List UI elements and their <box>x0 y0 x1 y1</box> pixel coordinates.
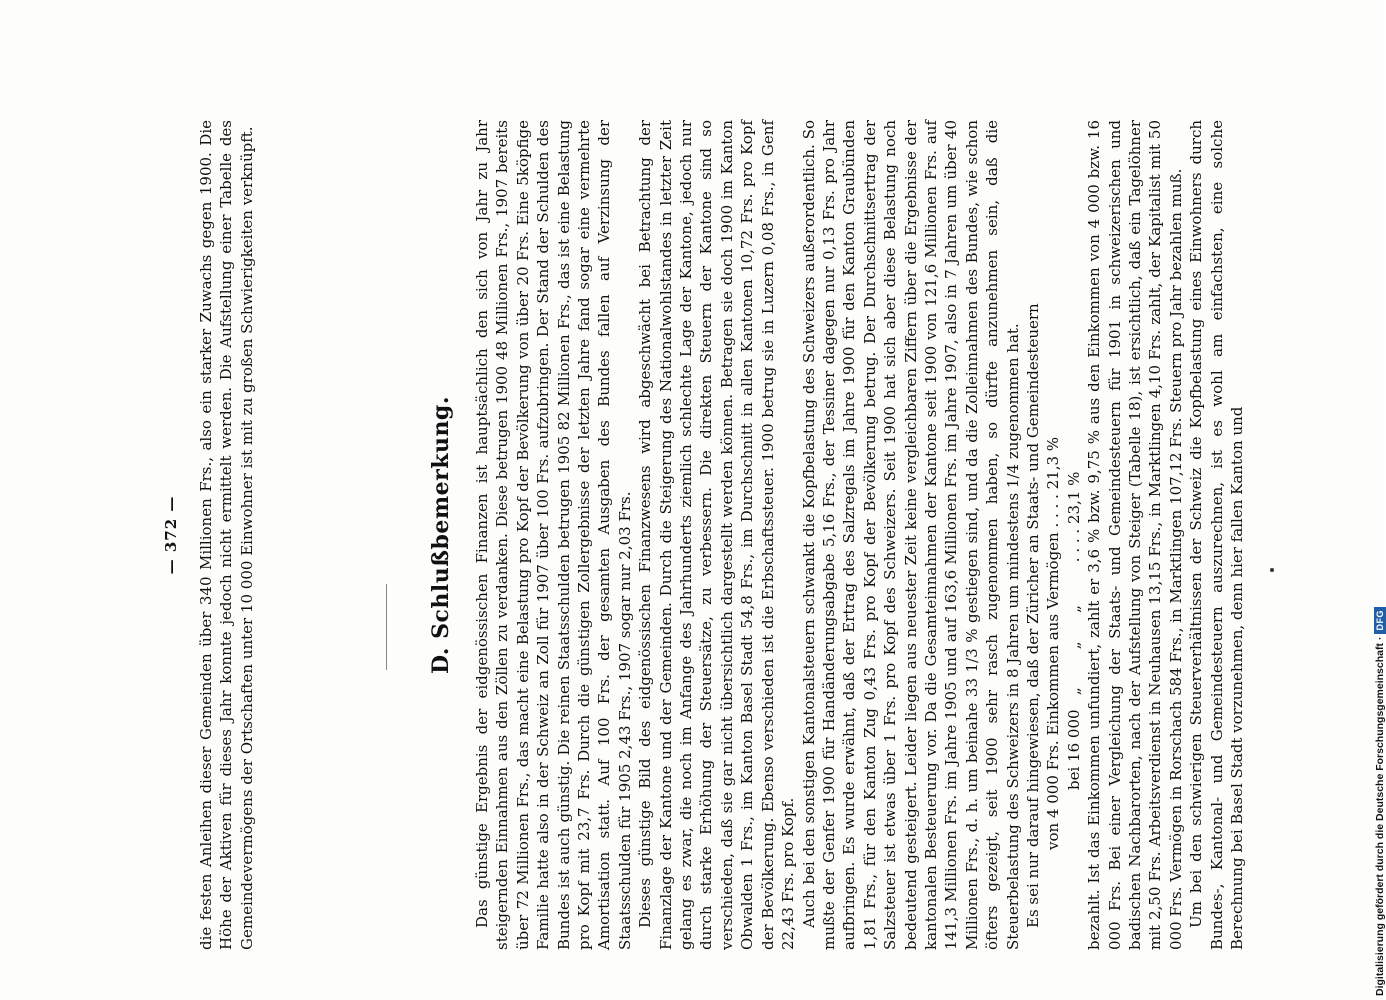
section-divider <box>386 584 387 670</box>
section-body <box>472 120 1247 950</box>
paragraph-3: Auch bei den sonstigen Kantonalsteuern schwankt die Kopfbelastung des Schweizers außerordentlich. So mußte der Genfer 1900 für Handänderungsabgabe 5,16 Frs., der Tessiner dagegen nur 0,13 Frs. pro Jahr aufbringen. Es wurde erwähnt, daß der Ertrag des Salzregals im Jahre 1900 für den Kanton Graubünden 1,81 Frs., für den Kanton Zug 0,43 Frs. pro Kopf der Bevölkerung betrug. Der Durchschnittsertrag der Salzsteuer ist etwas über 1 Frs. pro Kopf des Schweizers. Seit 1900 hat sich aber diese Belastung noch bedeutend gesteigert. Leider liegen aus neuester Zeit keine vergleichbaren Ziffern über die Ergebnisse der kantonalen Besteuerung vor. Da die Gesamteinnahmen der Kantone seit 1900 von 121,6 Millionen Frs. auf 141,3 Millionen Frs. im Jahre 1905 und auf 163,6 Millionen Frs. im Jahre 1907, also in 7 Jahren um über 40 Millionen Frs., d. h. um beinahe 33 1/3 % gestiegen sind, und da die Zolleinnahmen des Bundes, wie schon öfters gezeigt, seit 1900 sehr rasch zugenommen haben, so dürfte anzunehmen sein, daß die Steuerbelastung des Schweizers in 8 Jahren um mindestens 1/4 zugenommen hat. <box>799 120 1022 950</box>
section-heading: D. Schlußbemerkung. <box>428 396 454 674</box>
formula-line-1: von 4 000 Frs. Einkommen aus Vermögen . . . . 21,3 % <box>1044 436 1063 850</box>
intro-paragraph: die festen Anleihen dieser Gemeinden über 340 Millionen Frs., also ein starker Zuwachs gegen 1900. Die Höhe der Aktiven für dieses Jahr konnte jedoch nicht ermittelt werden. Die Aufstellung einer Tabelle des Gemeindevermögens der Ortschaften unter 10 000 Einwohner ist mit zu großen Schwierigkeiten verknüpft. <box>197 120 256 950</box>
digitization-footer <box>1374 607 1386 996</box>
scan-speck <box>1270 568 1274 572</box>
intro-block <box>196 120 257 950</box>
page-number: — 372 — <box>162 495 180 575</box>
paragraph-5: bezahlt. Ist das Einkommen unfundiert, zahlt er 3,6 % bzw. 9,75 % aus den Einkommen von 4 000 bzw. 16 000 Frs. Bei einer Vergleichung der Staats- und Gemeindesteuern für 1901 in schweizerischen und badischen Nachbarorten, nach der Aufstellung von Steiger (Tabelle 18), ist ersichtlich, daß ein Tagelöhner mit 2,50 Frs. Arbeitsverdienst in Neuhausen 13,15 Frs., in Marktlingen 4,10 Frs. zahlt, der Kapitalist mit 50 000 Frs. Vermögen in Rorschach 584 Frs., in Marktlingen 107,12 Frs. Steuern pro Jahr bezahlen muß. <box>1085 120 1185 950</box>
formula-line-2: bei 16 000 „ „ „ . . . . 23,1 % <box>1064 471 1083 790</box>
paragraph-2: Dieses günstige Bild des eidgenössischen Finanzwesens wird abgeschwächt bei Betrachtung der Finanzlage der Kantone und der Gemeinden. Durch die Steigerung des Nationalwohlstandes in letzter Zeit gelang es zwar, die noch im Anfange des Jahrhunderts ziemlich schlechte Lage der Kantone, jedoch nur durch starke Erhöhung der Steuersätze, zu verbessern. Die direkten Steuern der Kantone sind so verschieden, daß sie gar nicht übersichtlich dargestellt werden können. Betragen sie doch 1900 im Kanton Obwalden 1 Frs., im Kanton Basel Stadt 54,8 Frs., im Durchschnitt in allen Kantonen 10,72 Frs. pro Kopf der Bevölkerung. Ebenso verschieden ist die Erbschaftssteuer. 1900 betrug sie in Luzern 0,08 Frs., in Genf 22,43 Frs. pro Kopf. <box>636 120 798 950</box>
rotated-page-content <box>160 120 1250 950</box>
footer-text: Digitalisierung gefördert durch die Deutsche Forschungsgemeinschaft <box>1374 643 1386 996</box>
footer-separator: · <box>1374 636 1386 641</box>
paragraph-4: Es sei nur darauf hingewiesen, daß der Züricher an Staats- und Gemeindesteuern <box>1023 303 1042 928</box>
dfg-logo: DFG <box>1374 607 1386 634</box>
paragraph-1: Das günstige Ergebnis der eidgenössischen Finanzen ist hauptsächlich den sich von Jahr zu Jahr steigernden Einnahmen aus den Zöllen zu verdanken. Diese betrugen 1900 48 Millionen Frs., 1907 bereits über 72 Millionen Frs., das macht eine Belastung pro Kopf der Bevölkerung von über 20 Frs. Eine 5köpfige Familie hatte also in der Schweiz an Zoll für 1907 über 100 Frs. aufzubringen. Der Stand der Schulden des Bundes ist auch günstig. Die reinen Staatsschulden betrugen 1905 82 Millionen Frs., das ist eine Belastung pro Kopf mit 23,7 Frs. Durch die günstigen Zollergebnisse der letzten Jahre fand sogar eine vermehrte Amortisation statt. Auf 100 Frs. der gesamten Ausgaben des Bundes fallen auf Verzinsung der Staatsschulden für 1905 2,43 Frs., 1907 sogar nur 2,03 Frs. <box>473 120 634 950</box>
paragraph-6: Um bei den schwierigen Steuerverhältnissen der Schweiz die Kopfbelastung eines Einwohners durch Bundes-, Kantonal- und Gemeindesteuern auszurechnen, ist es wohl am einfachsten, eine solche Berechnung bei Basel Stadt vorzunehmen, denn hier fallen Kanton und <box>1187 120 1247 950</box>
